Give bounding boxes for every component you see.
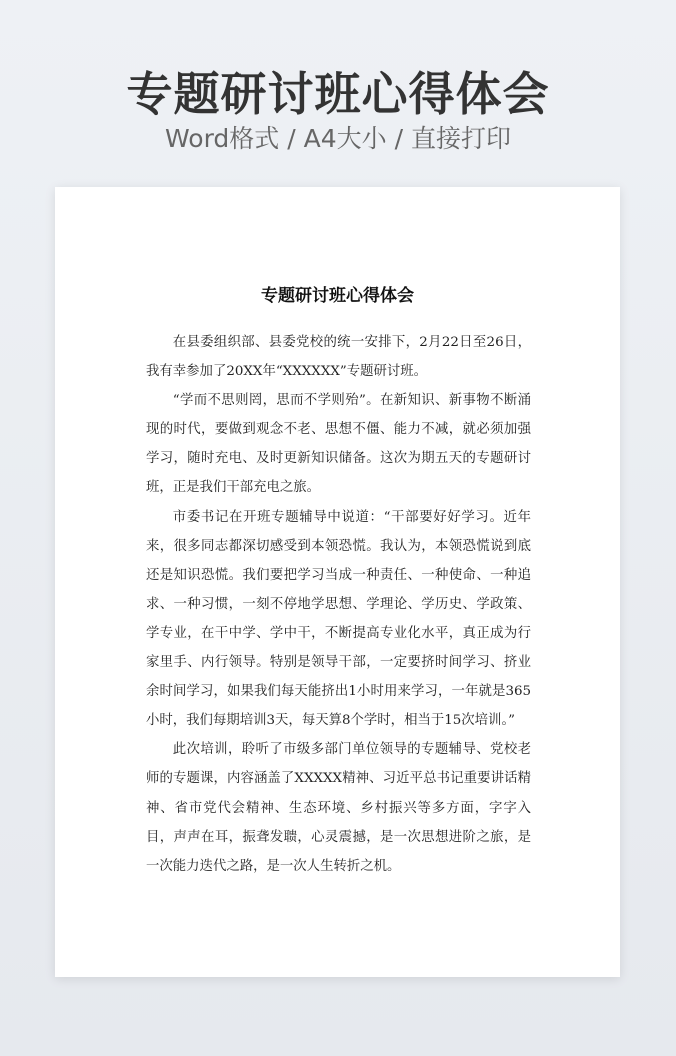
page-subtitle: Word格式 / A4大小 / 直接打印 (165, 124, 511, 153)
paragraph-3: 市委书记在开班专题辅导中说道：“干部要好好学习。近年来，很多同志都深切感受到本领恐慌。我认为，本领恐慌说到底还是知识恐慌。我们要把学习当成一种责任、一种使命、一种追求、一种习惯，一刻不停地学思想、学理论、学历史、学政策、学专业，在干中学、学中干，不断提高专业化水平，真正成为行家里手、内行领导。特别是领导干部，一定要挤时间学习、挤业余时间学习，如果我们每天能挤出1小时用来学习，一年就是365小时，我们每期培训3天，每天算8个学时，相当于15次培训。” (146, 509, 531, 729)
document-title: 专题研讨班心得体会 (261, 286, 414, 306)
paragraph-2: “学而不思则罔，思而不学则殆”。在新知识、新事物不断涌现的时代，要做到观念不老、思想不僵、能力不减，就必须加强学习，随时充电、及时更新知识储备。这次为期五天的专题研讨班，正是我们干部充电之旅。 (146, 393, 531, 496)
page-title: 专题研讨班心得体会 (126, 67, 550, 121)
document-body (146, 328, 531, 881)
paragraph-4: 此次培训，聆听了市级多部门单位领导的专题辅导、党校老师的专题课，内容涵盖了XXXXX精神、习近平总书记重要讲话精神、省市党代会精神、生态环境、乡村振兴等多方面，字字入目，声声在耳，振聋发聩，心灵震撼，是一次思想进阶之旅，是一次能力迭代之路，是一次人生转折之机。 (146, 742, 531, 874)
document-page (55, 187, 620, 977)
paragraph-1: 在县委组织部、县委党校的统一安排下，2月22日至26日，我有幸参加了20XX年“XXXXXX”专题研讨班。 (146, 335, 531, 380)
